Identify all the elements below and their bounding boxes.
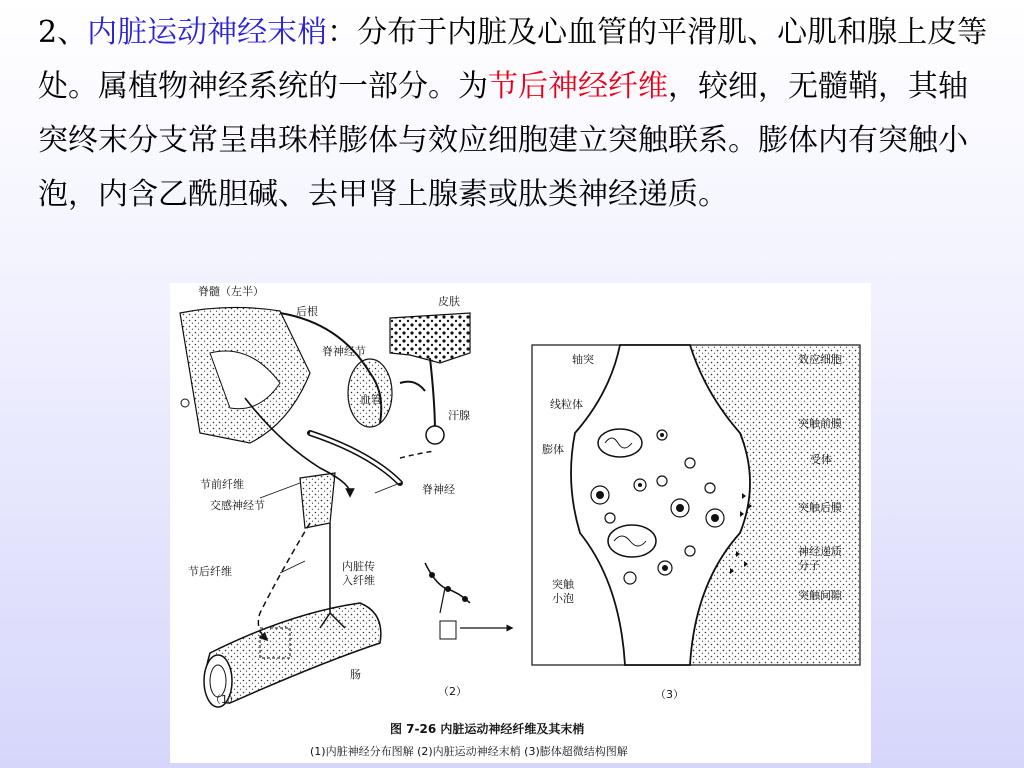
label-neurotransmitter: 神经递质分子 bbox=[798, 545, 842, 572]
label-spinal-ganglion: 脊神经节 bbox=[322, 345, 366, 358]
label-preganglionic: 节前纤维 bbox=[200, 478, 244, 491]
label-postganglionic: 节后纤维 bbox=[188, 565, 232, 578]
label-skin: 皮肤 bbox=[438, 295, 460, 308]
label-postsynaptic-membrane: 突触后膜 bbox=[798, 501, 842, 514]
label-panel-2: （2） bbox=[438, 685, 467, 698]
panel-2-diagram bbox=[425, 563, 510, 639]
highlight-term: 节后神经纤维 bbox=[488, 69, 668, 104]
label-intestine: 肠 bbox=[350, 668, 361, 681]
label-axon: 轴突 bbox=[572, 353, 594, 366]
item-number: 2、 bbox=[38, 15, 88, 50]
label-panel-1: （1） bbox=[210, 693, 239, 706]
label-panel-3: （3） bbox=[655, 688, 684, 701]
paragraph-text-2: ，较细，无髓鞘，其轴突终末分支常呈串珠样膨体与效应细胞建立突触联系。膨体内有突触小泡，内含乙酰胆碱、去甲肾上腺素或肽类神经递质。 bbox=[38, 69, 968, 212]
paragraph-text-1: ：分布于内脏及心血管的平滑肌、心肌和腺上皮等处。属植物神经系统的一部分。为 bbox=[38, 15, 988, 104]
term-heading: 内脏运动神经末梢 bbox=[87, 15, 328, 50]
figure-subcaption: (1)内脏神经分布图解 (2)内脏运动神经末梢 (3)膨体超微结构图解 bbox=[310, 745, 628, 758]
figure-caption: 图 7-26 内脏运动神经纤维及其末梢 bbox=[390, 722, 585, 736]
label-presynaptic-membrane: 突触前膜 bbox=[798, 417, 842, 430]
label-synaptic-vesicle: 突触小泡 bbox=[552, 578, 574, 605]
label-sympathetic-ganglion: 交感神经节 bbox=[210, 499, 265, 512]
label-dorsal-root: 后根 bbox=[296, 305, 318, 318]
label-spinal-cord: 脊髓（左半） bbox=[198, 285, 264, 298]
label-spinal-nerve: 脊神经 bbox=[422, 483, 455, 496]
label-blood-vessel: 血管 bbox=[360, 393, 382, 406]
label-effector-cell: 效应细胞 bbox=[798, 353, 842, 366]
label-synaptic-cleft: 突触间隙 bbox=[798, 589, 842, 602]
body-paragraph bbox=[38, 6, 988, 222]
label-receptor: 受体 bbox=[810, 453, 832, 466]
label-varicosity: 膨体 bbox=[542, 443, 564, 456]
label-visceral-afferent: 内脏传入纤维 bbox=[342, 560, 375, 587]
figure-svg bbox=[170, 283, 871, 763]
label-mitochondria: 线粒体 bbox=[550, 398, 583, 411]
label-sweat-gland: 汗腺 bbox=[448, 409, 470, 422]
anatomy-figure bbox=[170, 283, 871, 763]
